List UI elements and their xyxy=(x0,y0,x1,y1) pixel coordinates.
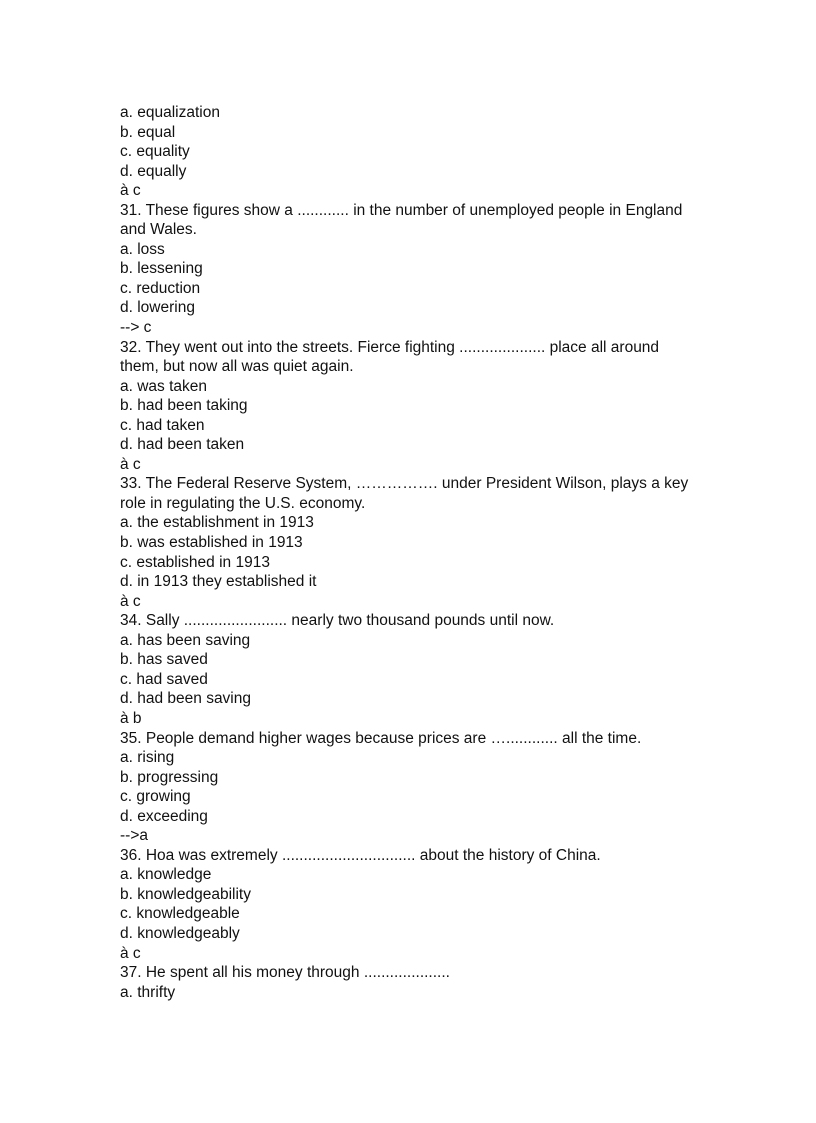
option-text: b. progressing xyxy=(120,768,219,786)
option-text: b. had been taking xyxy=(120,397,248,415)
option-text: c. had saved xyxy=(120,670,208,688)
option-text: c. knowledgeable xyxy=(120,905,240,923)
option-text: b. equal xyxy=(120,123,176,141)
document-page xyxy=(120,103,690,1002)
option-text: c. established in 1913 xyxy=(120,553,270,571)
option-text: a. rising xyxy=(120,749,175,767)
answer-text: à c xyxy=(120,455,141,473)
option-text: d. in 1913 they established it xyxy=(120,573,317,591)
question-31: 31. These figures show a ............ in the number of unemployed people in England and Wales. xyxy=(120,201,683,239)
answer-text: -->a xyxy=(120,827,148,845)
option-text: a. knowledge xyxy=(120,866,212,884)
option-text: d. knowledgeably xyxy=(120,924,240,942)
option-text: a. the establishment in 1913 xyxy=(120,514,314,532)
answer-text: à c xyxy=(120,182,141,200)
option-text: a. equalization xyxy=(120,104,220,121)
option-text: b. lessening xyxy=(120,260,203,278)
question-33: 33. The Federal Reserve System, ……………. under President Wilson, plays a key role in regulating the U.S. economy. xyxy=(120,475,689,512)
question-37: 37. He spent all his money through .................... xyxy=(120,964,450,982)
option-text: c. had taken xyxy=(120,416,205,434)
option-text: d. lowering xyxy=(120,299,195,317)
option-text: b. was established in 1913 xyxy=(120,534,303,552)
answer-text: à c xyxy=(120,944,141,962)
question-35: 35. People demand higher wages because prices are …............ all the time. xyxy=(120,729,642,747)
question-36: 36. Hoa was extremely ............................... about the history of China. xyxy=(120,846,601,864)
option-text: c. equality xyxy=(120,143,190,161)
answer-text: --> c xyxy=(120,319,152,337)
option-text: d. equally xyxy=(120,162,187,180)
answer-text: à b xyxy=(120,709,142,727)
option-text: a. thrifty xyxy=(120,983,176,1001)
option-text: a. loss xyxy=(120,240,165,258)
option-text: c. reduction xyxy=(120,279,201,297)
option-text: a. has been saving xyxy=(120,631,251,649)
option-text: d. exceeding xyxy=(120,807,208,825)
option-text: a. was taken xyxy=(120,377,208,395)
option-text: b. has saved xyxy=(120,651,208,669)
option-text: b. knowledgeability xyxy=(120,885,251,903)
option-text: d. had been saving xyxy=(120,690,251,708)
answer-text: à c xyxy=(120,592,141,610)
option-text: c. growing xyxy=(120,788,191,806)
question-34: 34. Sally ........................ nearly two thousand pounds until now. xyxy=(120,612,555,630)
option-text: d. had been taken xyxy=(120,436,245,454)
question-32: 32. They went out into the streets. Fierce fighting .................... place all around them, but now all was quiet again. xyxy=(120,338,660,376)
